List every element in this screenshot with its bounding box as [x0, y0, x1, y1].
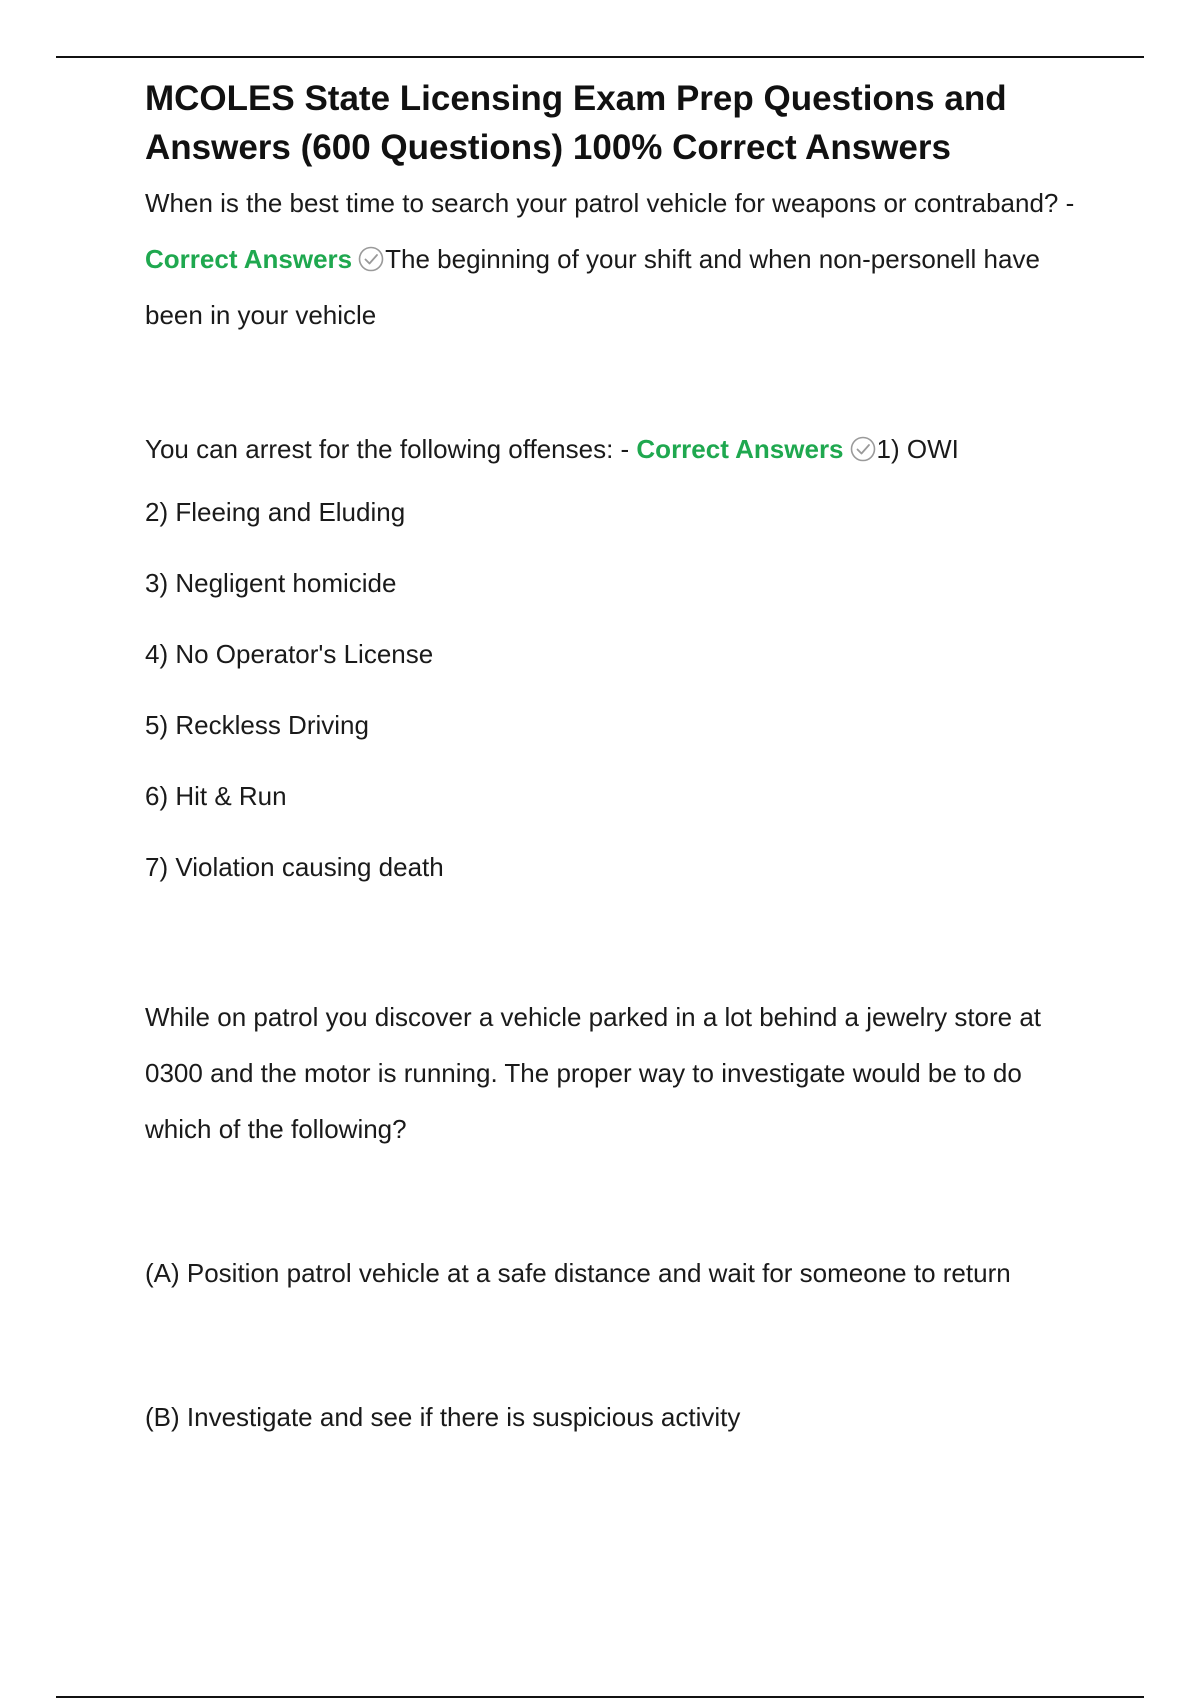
top-rule: [56, 56, 1144, 58]
list-item: 7) Violation causing death: [145, 852, 444, 882]
list-item: 4) No Operator's License: [145, 639, 434, 669]
bottom-rule: [56, 1696, 1144, 1698]
document-body: [145, 74, 1095, 1445]
list-item: 3) Negligent homicide: [145, 568, 397, 598]
list-item: 1) OWI: [876, 434, 959, 464]
list-item: 2) Fleeing and Eluding: [145, 497, 406, 527]
list-item: 6) Hit & Run: [145, 781, 287, 811]
correct-answers-label: Correct Answers: [145, 244, 353, 274]
correct-answers-label: Correct Answers: [636, 434, 844, 464]
question-2: [145, 421, 1095, 477]
check-circle-icon: [850, 436, 876, 462]
document-title: MCOLES State Licensing Exam Prep Questions and Answers (600 Questions) 100% Correct Answers: [145, 79, 1007, 167]
option-a: (A) Position patrol vehicle at a safe distance and wait for someone to return: [145, 1258, 1011, 1288]
question-3: While on patrol you discover a vehicle parked in a lot behind a jewelry store at 0300 and the motor is running. The proper way to investigate would be to do which of the following?: [145, 1002, 1042, 1144]
question-1-text: When is the best time to search your patrol vehicle for weapons or contraband? -: [145, 188, 1075, 218]
check-circle-icon: [358, 246, 384, 272]
question-2-text: You can arrest for the following offenses: -: [145, 434, 637, 464]
question-1: [145, 175, 1095, 343]
option-b: (B) Investigate and see if there is suspicious activity: [145, 1402, 741, 1432]
list-item: 5) Reckless Driving: [145, 710, 369, 740]
answer-1-text: The beginning of your shift and when non-personell have been in your vehicle: [145, 244, 1040, 330]
